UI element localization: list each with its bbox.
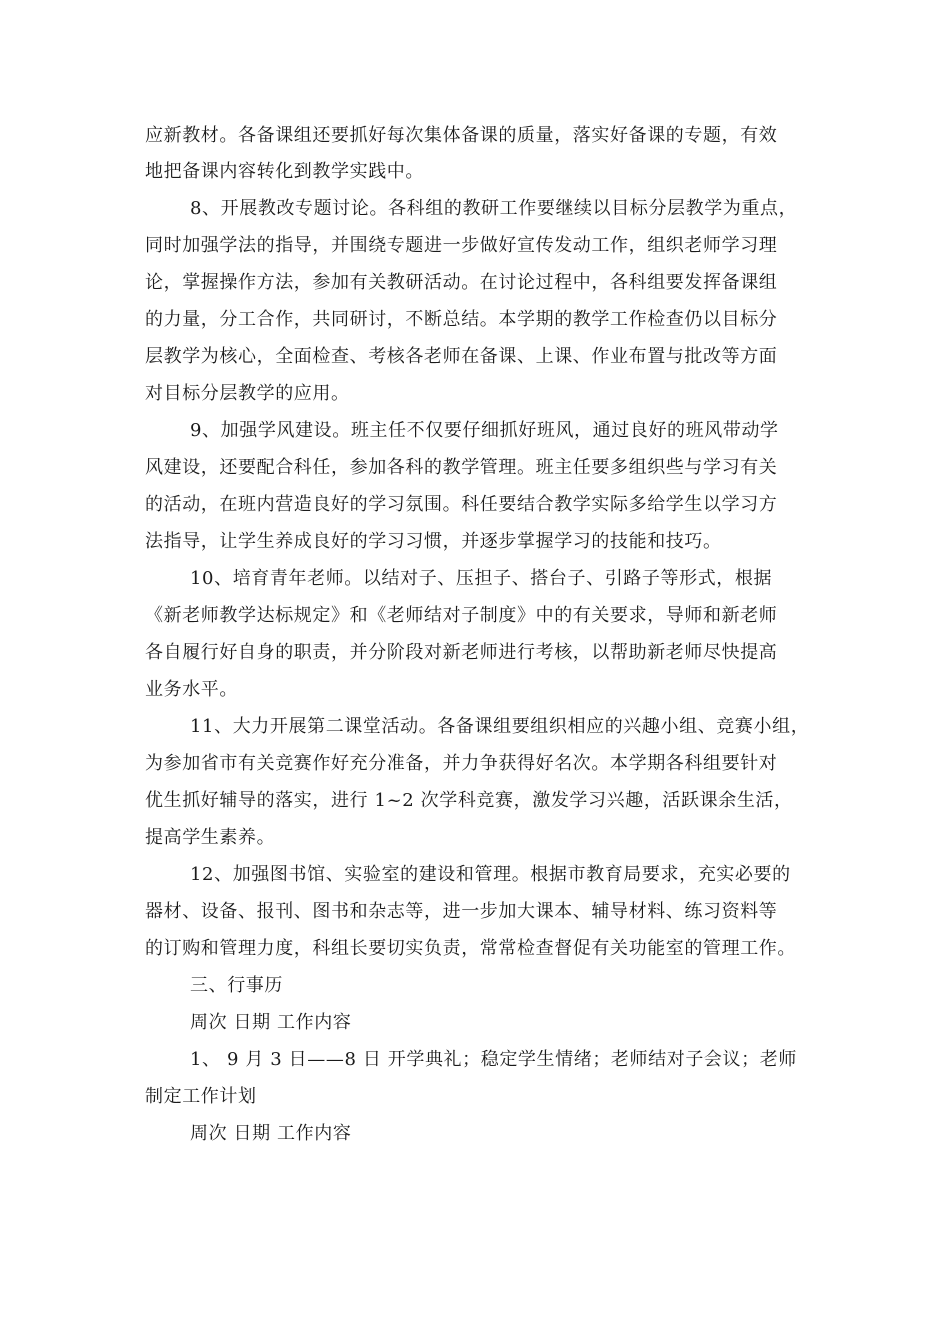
paragraph-line: 9、加强学风建设。班主任不仅要仔细抓好班风，通过良好的班风带动学 (190, 420, 779, 441)
paragraph-line: 为参加省市有关竞赛作好充分准备，并力争获得好名次。本学期各科组要针对 (145, 753, 778, 774)
paragraph-line: 应新教材。各备课组还要抓好每次集体备课的质量，落实好备课的专题，有效 (145, 125, 778, 146)
paragraph-line: 器材、设备、报刊、图书和杂志等，进一步加大课本、辅导材料、练习资料等 (145, 901, 778, 922)
paragraph-line: 对目标分层教学的应用。 (145, 383, 350, 404)
paragraph-line: 提高学生素养。 (145, 827, 276, 848)
paragraph-line: 各自履行好自身的职责，并分阶段对新老师进行考核，以帮助新老师尽快提高 (145, 642, 778, 663)
paragraph-line: 12、加强图书馆、实验室的建设和管理。根据市教育局要求，充实必要的 (190, 864, 791, 885)
paragraph-line: 同时加强学法的指导，并围绕专题进一步做好宣传发动工作，组织老师学习理 (145, 235, 778, 256)
paragraph-line: 11、大力开展第二课堂活动。各备课组要组织相应的兴趣小组、竞赛小组， (190, 716, 810, 737)
paragraph-line: 业务水平。 (145, 679, 238, 700)
paragraph-line: 论，掌握操作方法，参加有关教研活动。在讨论过程中，各科组要发挥备课组 (145, 272, 778, 293)
paragraph-line: 法指导，让学生养成良好的学习习惯，并逐步掌握学习的技能和技巧。 (145, 531, 722, 552)
paragraph-line: 优生抓好辅导的落实，进行 1~2 次学科竞赛，激发学习兴趣，活跃课余生活， (145, 790, 793, 811)
paragraph-line: 《新老师教学达标规定》和《老师结对子制度》中的有关要求，导师和新老师 (145, 605, 778, 626)
section-heading: 三、行事历 (190, 975, 283, 996)
paragraph-line: 风建设，还要配合科任，参加各科的教学管理。班主任要多组织些与学习有关 (145, 457, 778, 478)
schedule-header: 周次 日期 工作内容 (190, 1123, 352, 1144)
paragraph-line: 的活动，在班内营造良好的学习氛围。科任要结合教学实际多给学生以学习方 (145, 494, 778, 515)
paragraph-line: 的力量，分工合作，共同研讨，不断总结。本学期的教学工作检查仍以目标分 (145, 309, 778, 330)
paragraph-line: 层教学为核心，全面检查、考核各老师在备课、上课、作业布置与批改等方面 (145, 346, 778, 367)
paragraph-line: 8、开展教改专题讨论。各科组的教研工作要继续以目标分层教学为重点， (190, 198, 798, 219)
paragraph-line: 10、培育青年老师。以结对子、压担子、搭台子、引路子等形式，根据 (190, 568, 773, 589)
schedule-row-continued: 制定工作计划 (145, 1086, 257, 1107)
schedule-header: 周次 日期 工作内容 (190, 1012, 352, 1033)
paragraph-line: 的订购和管理力度，科组长要切实负责，常常检查督促有关功能室的管理工作。 (145, 938, 796, 959)
schedule-row: 1、 9 月 3 日——8 日 开学典礼；稳定学生情绪；老师结对子会议；老师 (190, 1049, 797, 1070)
paragraph-line: 地把备课内容转化到教学实践中。 (145, 161, 424, 182)
